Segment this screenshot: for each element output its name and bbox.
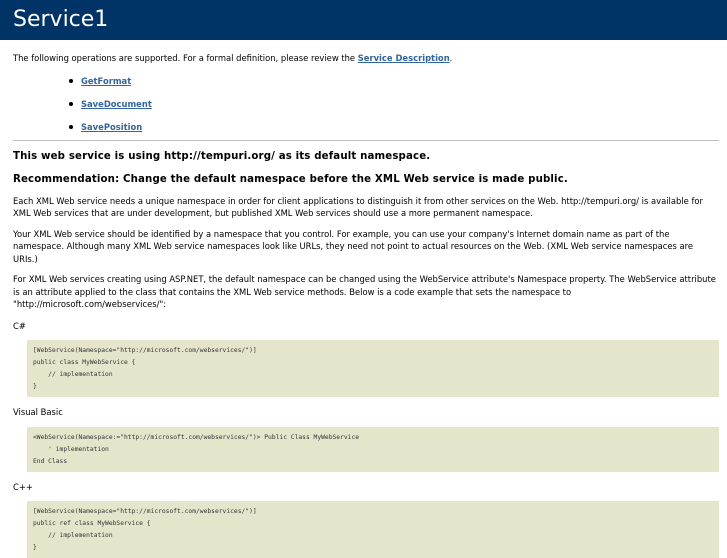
list-item [81, 75, 719, 87]
list-item [81, 98, 719, 110]
page-header [0, 0, 727, 40]
namespace-heading: This web service is using http://tempuri.org/ as its default namespace. [13, 150, 431, 162]
paragraph-namespace-uniqueness: Each XML Web service needs a unique namespace in order for client applications to distinguish it from other services on the Web. http://tempuri.org/ is available for XML Web services that are under development, but published XML Web services should use a more permanent namespace. [13, 195, 703, 218]
paragraph-namespace-control: Your XML Web service should be identified by a namespace that you control. For example, you can use your company's Internet domain name as part of the namespace. Although many XML Web service namespaces look like URLs, they need not point to actual resources on the Web. (XML Web service namespaces are URIs.) [13, 228, 694, 264]
code-block-cpp: [WebService(Namespace="http://microsoft.com/webservices/")] public ref class MyWebService { // implementation } [27, 501, 719, 558]
operation-link-savedocument[interactable]: SaveDocument [81, 98, 152, 109]
list-item [81, 121, 719, 133]
main-content [0, 52, 727, 558]
code-block-csharp: [WebService(Namespace="http://microsoft.com/webservices/")] public class MyWebService { // implementation } [27, 340, 719, 397]
operation-link-saveposition[interactable]: SavePosition [81, 121, 143, 132]
divider [13, 140, 719, 141]
code-label-cpp: C++ [13, 481, 33, 492]
page-title: Service1 [13, 7, 109, 32]
operation-link-getformat[interactable]: GetFormat [81, 75, 132, 86]
paragraph-aspnet-namespace: For XML Web services creating using ASP.NET, the default namespace can be changed using the WebService attribute's Namespace property. The WebService attribute is an attribute applied to the class that contains the XML Web service methods. Below is a code example that sets the namespace to "http://microsoft.com/webservices/": [13, 274, 716, 309]
operations-list [13, 75, 719, 133]
recommendation-heading: Recommendation: Change the default namespace before the XML Web service is made public. [13, 173, 568, 185]
code-label-vb: Visual Basic [13, 407, 63, 417]
intro-text: The following operations are supported. For a formal definition, please review the Service Description. [13, 53, 453, 63]
code-block-vb: <WebService(Namespace:="http://microsoft.com/webservices/")> Public Class MyWebService ' implementation End Class [27, 427, 719, 472]
code-label-csharp: C# [13, 320, 26, 331]
service-description-link[interactable]: Service Description [357, 53, 450, 63]
